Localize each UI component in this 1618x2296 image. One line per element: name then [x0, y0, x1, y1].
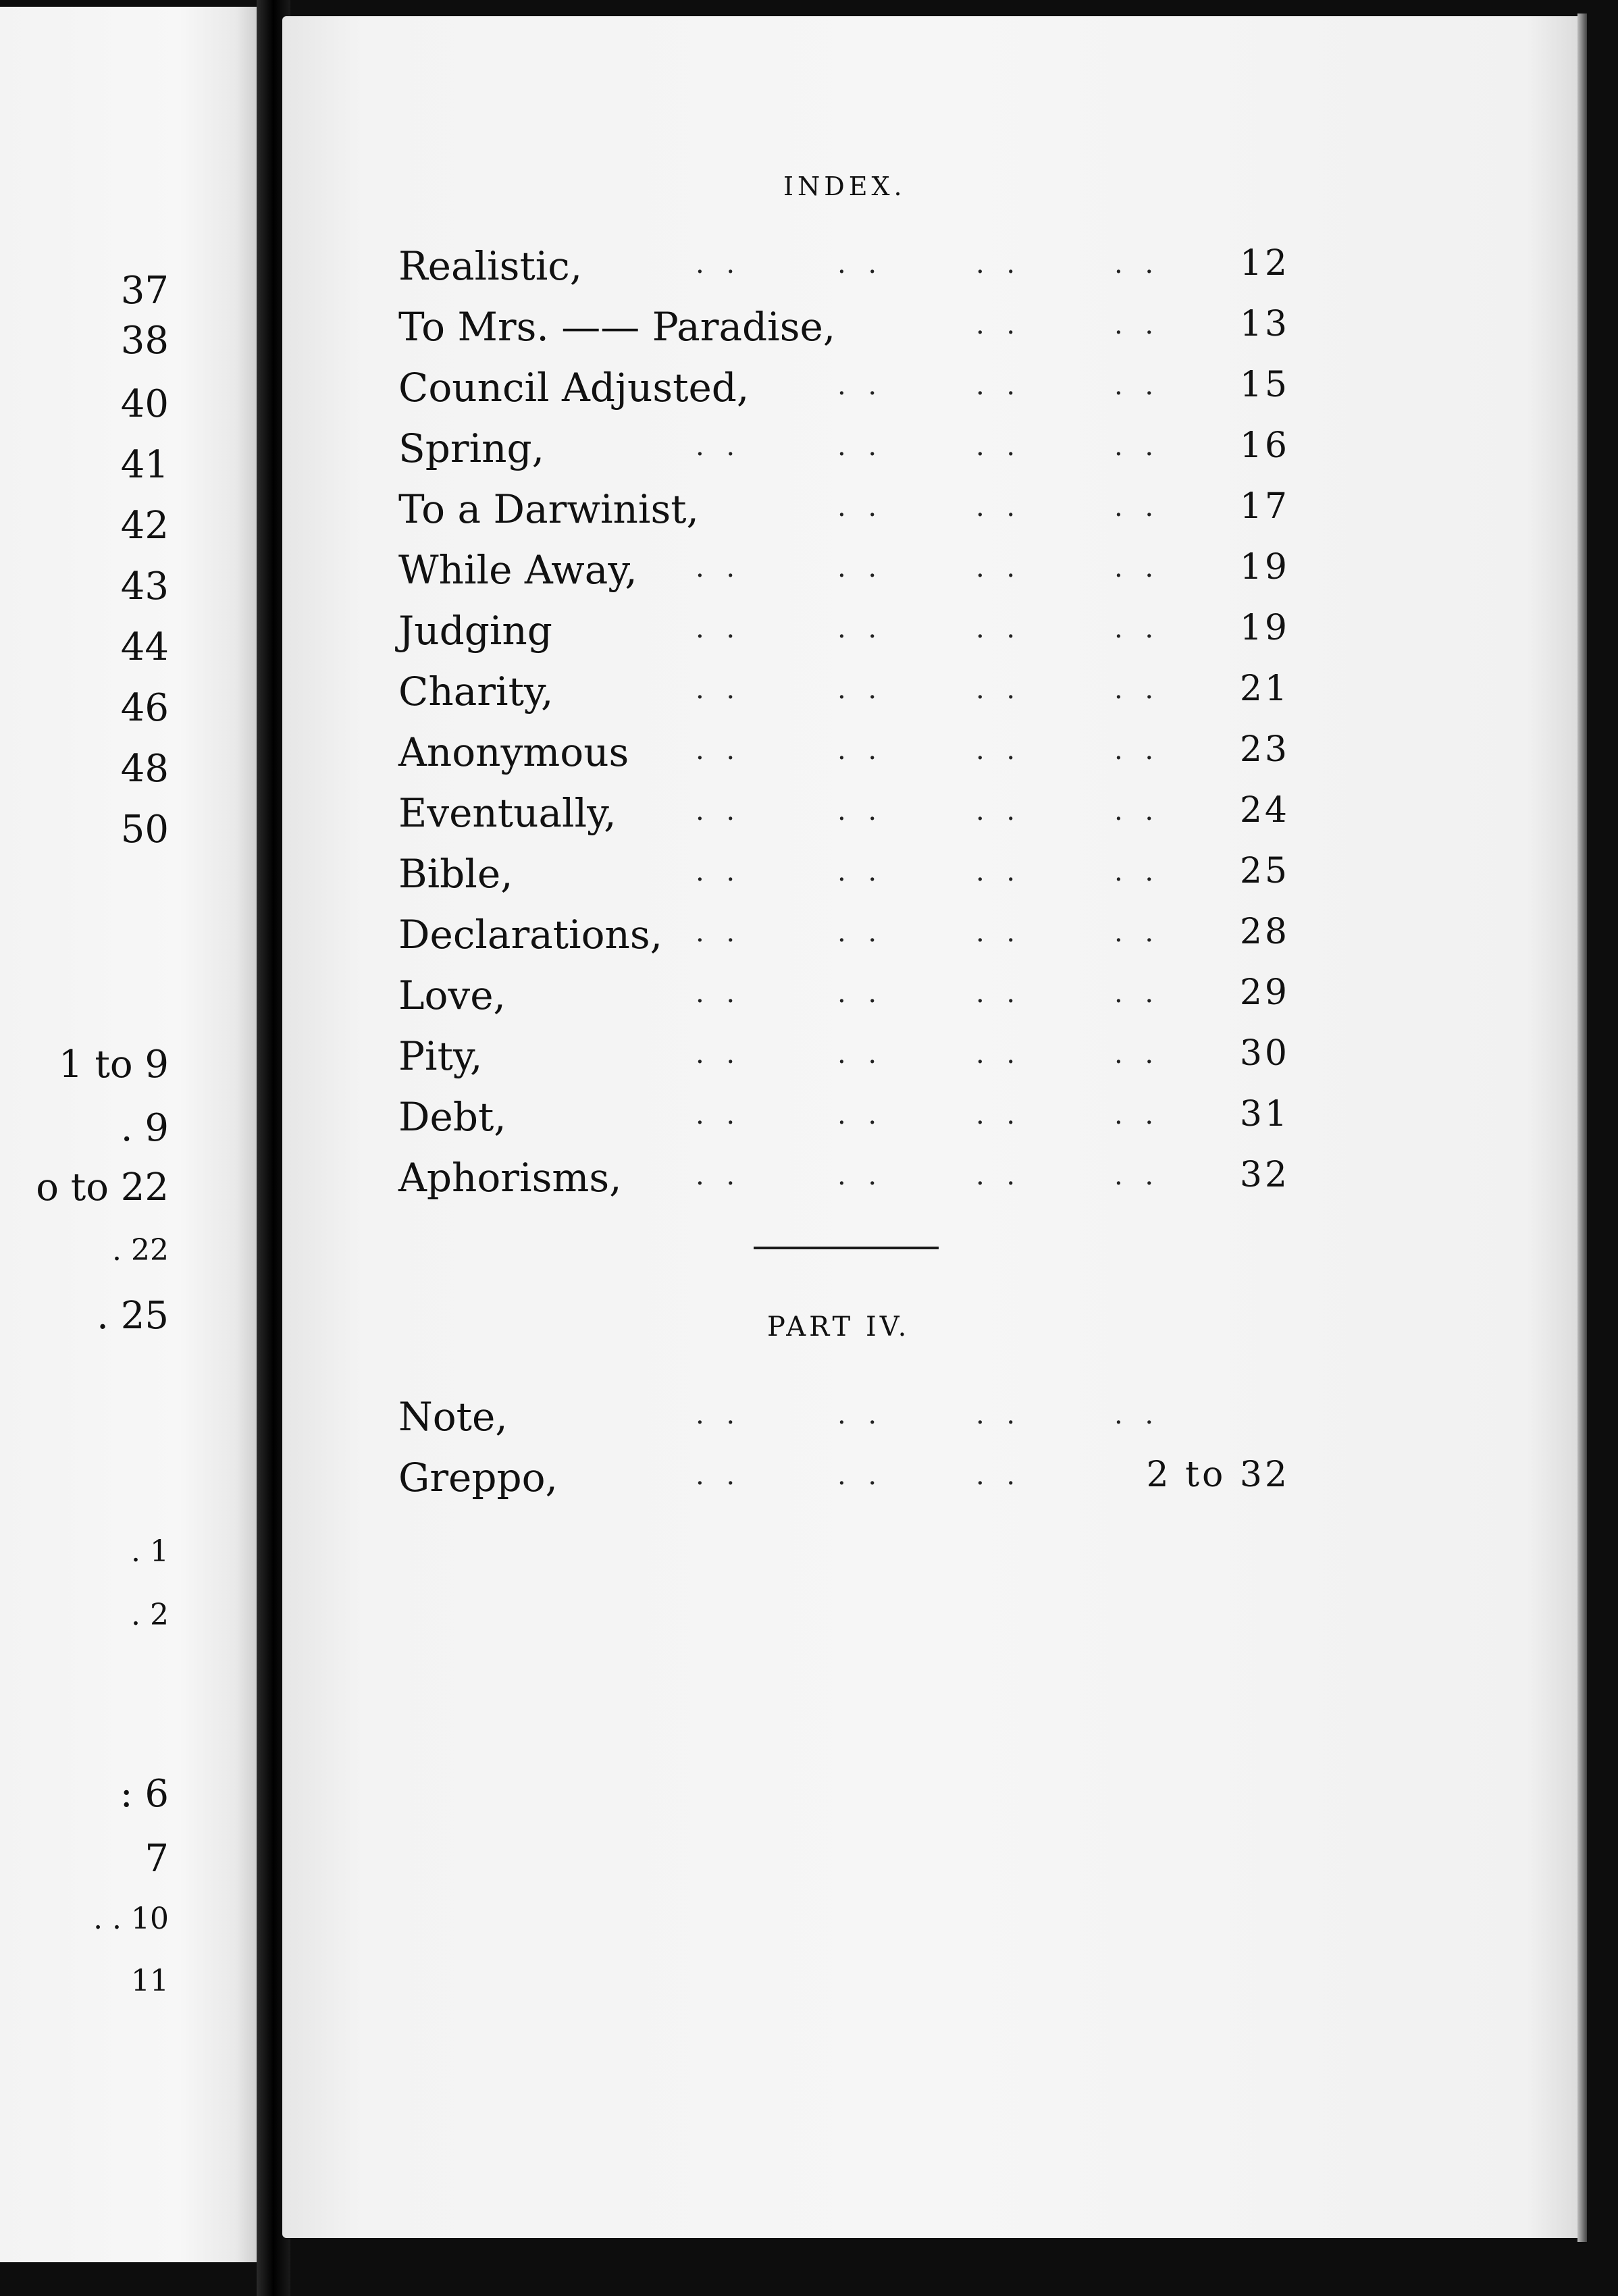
- left-page-number: 44: [120, 625, 169, 669]
- dot-leader: . .: [976, 431, 1022, 462]
- index-entry: [398, 1455, 1303, 1509]
- entry-title: Charity,: [398, 669, 554, 714]
- entry-page-number: 30: [1239, 1033, 1290, 1074]
- entry-title: To Mrs. —— Paradise,: [398, 304, 836, 350]
- dot-leader: . .: [696, 795, 742, 827]
- index-entry: [398, 912, 1303, 966]
- dot-leader: . .: [976, 1039, 1022, 1070]
- dot-leader: . .: [837, 1460, 884, 1491]
- left-page-number: 41: [120, 443, 169, 487]
- dot-leader: . .: [976, 249, 1022, 280]
- dot-leader: . .: [837, 431, 884, 462]
- entry-title: Realistic,: [398, 243, 583, 289]
- dot-leader: . .: [976, 1399, 1022, 1430]
- left-page-number: 38: [120, 319, 169, 363]
- dot-leader: . .: [837, 795, 884, 827]
- left-page-number: . 22: [112, 1233, 169, 1268]
- index-entry: [398, 243, 1303, 297]
- dot-leader: . .: [1114, 1099, 1161, 1130]
- entry-title: Anonymous: [398, 729, 629, 775]
- left-page-number: . . 10: [93, 1902, 169, 1936]
- dot-leader: . .: [837, 674, 884, 705]
- section-divider: [754, 1247, 939, 1249]
- entry-title: Council Adjusted,: [398, 365, 750, 411]
- dot-leader: . .: [1114, 1399, 1161, 1430]
- dot-leader: . .: [837, 917, 884, 948]
- dot-leader: . .: [837, 370, 884, 401]
- left-page-number: 46: [120, 686, 169, 730]
- dot-leader: . .: [837, 1099, 884, 1130]
- dot-leader: . .: [837, 492, 884, 523]
- index-entry: [398, 486, 1303, 540]
- dot-leader: . .: [696, 431, 742, 462]
- index-entry: [398, 547, 1303, 601]
- entry-title: Bible,: [398, 851, 513, 897]
- index-entry: [398, 972, 1303, 1026]
- dot-leader: . .: [696, 856, 742, 887]
- dot-leader: . .: [1114, 1160, 1161, 1191]
- index-entry: [398, 608, 1303, 662]
- dot-leader: . .: [696, 613, 742, 644]
- left-page-number: 43: [120, 565, 169, 608]
- dot-leader: . .: [696, 1460, 742, 1491]
- entry-page-number: 15: [1239, 365, 1290, 405]
- left-page-number: 42: [120, 504, 169, 548]
- dot-leader: . .: [1114, 613, 1161, 644]
- dot-leader: . .: [1114, 552, 1161, 583]
- dot-leader: . .: [696, 735, 742, 766]
- entry-page-number: 25: [1239, 851, 1290, 891]
- index-entry: [398, 304, 1303, 358]
- dot-leader: . .: [1114, 492, 1161, 523]
- left-page: [0, 7, 257, 2262]
- dot-leader: . .: [976, 917, 1022, 948]
- left-page-number: 40: [120, 382, 169, 426]
- entry-page-number: 2 to 32: [1146, 1455, 1290, 1495]
- index-entry: [398, 851, 1303, 905]
- entry-title: Judging: [398, 608, 552, 654]
- dot-leader: . .: [837, 856, 884, 887]
- dot-leader: . .: [1114, 309, 1161, 340]
- entry-title: Note,: [398, 1394, 508, 1440]
- dot-leader: . .: [1114, 370, 1161, 401]
- index-entry: [398, 669, 1303, 723]
- dot-leader: . .: [696, 1099, 742, 1130]
- index-heading: INDEX.: [783, 172, 906, 201]
- entry-page-number: 19: [1239, 547, 1290, 588]
- dot-leader: . .: [1114, 431, 1161, 462]
- left-page-number: 11: [131, 1964, 169, 1998]
- dot-leader: . .: [1114, 978, 1161, 1009]
- left-page-number: . 1: [131, 1534, 169, 1569]
- left-page-number: 48: [120, 747, 169, 791]
- part-heading: PART IV.: [767, 1311, 910, 1342]
- index-entry: [398, 790, 1303, 844]
- entry-page-number: 21: [1239, 669, 1290, 709]
- dot-leader: . .: [976, 978, 1022, 1009]
- dot-leader: . .: [1114, 856, 1161, 887]
- dot-leader: . .: [976, 370, 1022, 401]
- dot-leader: . .: [696, 1039, 742, 1070]
- dot-leader: . .: [696, 1160, 742, 1191]
- index-entry: [398, 365, 1303, 419]
- left-page-number: 50: [120, 808, 169, 852]
- dot-leader: . .: [696, 552, 742, 583]
- entry-page-number: 28: [1239, 912, 1290, 952]
- entry-page-number: 12: [1239, 243, 1290, 284]
- dot-leader: . .: [837, 735, 884, 766]
- entry-title: Declarations,: [398, 912, 663, 958]
- left-page-number: 1 to 9: [58, 1043, 169, 1087]
- entry-title: Love,: [398, 972, 506, 1018]
- dot-leader: . .: [1114, 795, 1161, 827]
- dot-leader: . .: [696, 1399, 742, 1430]
- dot-leader: . .: [976, 552, 1022, 583]
- left-page-number: : 6: [120, 1772, 169, 1816]
- dot-leader: . .: [976, 795, 1022, 827]
- dot-leader: . .: [837, 978, 884, 1009]
- dot-leader: . .: [976, 492, 1022, 523]
- index-entry: [398, 1155, 1303, 1209]
- index-entry: [398, 1033, 1303, 1087]
- dot-leader: . .: [976, 856, 1022, 887]
- dot-leader: . .: [976, 674, 1022, 705]
- left-page-number: . 25: [97, 1294, 169, 1338]
- left-page-number: . 2: [131, 1598, 169, 1632]
- left-page-number: 37: [120, 269, 169, 313]
- dot-leader: . .: [976, 735, 1022, 766]
- entry-title: Aphorisms,: [398, 1155, 622, 1201]
- entry-title: While Away,: [398, 547, 637, 593]
- entry-page-number: 23: [1239, 729, 1290, 770]
- entry-title: Spring,: [398, 425, 545, 471]
- dot-leader: . .: [1114, 249, 1161, 280]
- index-entry: [398, 425, 1303, 479]
- entry-page-number: 32: [1239, 1155, 1290, 1195]
- index-entry: [398, 1394, 1303, 1448]
- dot-leader: . .: [696, 917, 742, 948]
- entry-page-number: 13: [1239, 304, 1290, 344]
- entry-page-number: 19: [1239, 608, 1290, 648]
- dot-leader: . .: [1114, 674, 1161, 705]
- entry-title: Greppo,: [398, 1455, 558, 1501]
- entry-title: Pity,: [398, 1033, 483, 1079]
- entry-page-number: 24: [1239, 790, 1290, 831]
- dot-leader: . .: [837, 552, 884, 583]
- dot-leader: . .: [1114, 917, 1161, 948]
- dot-leader: . .: [1114, 1039, 1161, 1070]
- dot-leader: . .: [976, 1460, 1022, 1491]
- entry-page-number: 16: [1239, 425, 1290, 466]
- dot-leader: . .: [1114, 735, 1161, 766]
- entry-page-number: 17: [1239, 486, 1290, 527]
- entry-title: Eventually,: [398, 790, 617, 836]
- dot-leader: . .: [696, 249, 742, 280]
- entry-title: Debt,: [398, 1094, 506, 1140]
- dot-leader: . .: [696, 978, 742, 1009]
- dot-leader: . .: [976, 1160, 1022, 1191]
- index-entry: [398, 1094, 1303, 1148]
- dot-leader: . .: [837, 613, 884, 644]
- dot-leader: . .: [837, 1160, 884, 1191]
- dot-leader: . .: [837, 1399, 884, 1430]
- dot-leader: . .: [837, 1039, 884, 1070]
- entry-page-number: 31: [1239, 1094, 1290, 1134]
- dot-leader: . .: [696, 674, 742, 705]
- dot-leader: . .: [976, 1099, 1022, 1130]
- entry-page-number: 29: [1239, 972, 1290, 1013]
- left-page-number: 7: [145, 1837, 169, 1881]
- index-entry: [398, 729, 1303, 783]
- dot-leader: . .: [976, 613, 1022, 644]
- dot-leader: . .: [976, 309, 1022, 340]
- left-page-number: o to 22: [36, 1166, 169, 1209]
- left-page-number: . 9: [120, 1106, 169, 1150]
- page-edge: [1577, 14, 1587, 2242]
- dot-leader: . .: [837, 249, 884, 280]
- entry-title: To a Darwinist,: [398, 486, 699, 532]
